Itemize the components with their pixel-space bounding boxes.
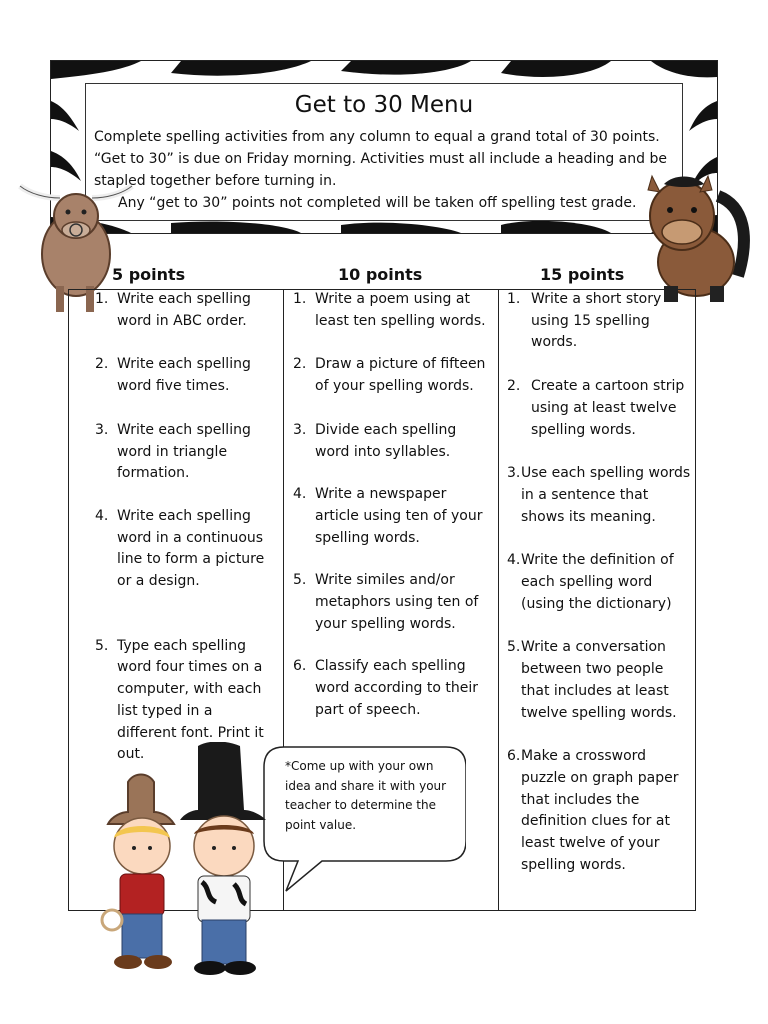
horse-illustration xyxy=(634,166,752,306)
list-item: 6. Classify each spelling word according to their part of speech. xyxy=(293,658,479,718)
list-item: 1. Write a short story using 15 spelling words. xyxy=(507,291,662,351)
instruction-line: Complete spelling activities from any column to equal a grand total of 30 points. xyxy=(94,129,660,145)
list-item: 5. Write similes and/or metaphors using ten of your spelling words. xyxy=(293,572,479,632)
instruction-line: Any “get to 30” points not completed will be taken off spelling test grade. xyxy=(118,195,637,211)
column-heading: 15 points xyxy=(540,265,625,284)
list-item: 5. Type each spelling word four times on a computer, with each list typed in a different font. Print it out. xyxy=(95,637,264,763)
list-item: 3. Divide each spelling word into syllables. xyxy=(293,421,457,460)
activity-list-5-points xyxy=(95,289,275,766)
list-item: 1. Write each spelling word in ABC order. xyxy=(95,291,251,329)
page-title: Get to 30 Menu xyxy=(294,92,474,118)
list-item: 3. Write each spelling word in triangle formation. xyxy=(95,421,251,482)
activity-list-10-points xyxy=(293,289,493,722)
list-item: 5. Write a conversation between two people that includes at least twelve spelling words. xyxy=(507,639,677,721)
column-heading: 10 points xyxy=(338,265,423,284)
instruction-line: “Get to 30” is due on Friday morning. Activities must all include a heading and be stapled together before turning in. xyxy=(94,151,667,189)
list-item: 4. Write a newspaper article using ten of your spelling words. xyxy=(293,486,483,546)
list-item: 2. Create a cartoon strip using at least twelve spelling words. xyxy=(507,378,685,438)
zebra-banner xyxy=(50,60,718,234)
list-item: 3. Use each spelling words in a sentence that shows its meaning. xyxy=(507,465,691,525)
list-item: 2. Write each spelling word five times. xyxy=(95,356,251,395)
column-divider xyxy=(498,290,499,910)
list-item: 4. Write each spelling word in a continuous line to form a picture or a design. xyxy=(95,507,265,590)
list-item: 4. Write the definition of each spelling word (using the dictionary) xyxy=(507,552,674,612)
list-item: 6. Make a crossword puzzle on graph paper that includes the definition clues for at least twelve of your spelling words. xyxy=(507,748,679,873)
cowboy-kids-illustration xyxy=(98,742,274,982)
activity-list-15-points xyxy=(507,289,692,876)
bubble-text: *Come up with your own idea and share it with your teacher to determine the point value. xyxy=(285,759,447,832)
header-box xyxy=(85,83,683,221)
column-heading: 5 points xyxy=(112,265,186,284)
instructions xyxy=(94,126,684,214)
list-item: 2. Draw a picture of fifteen of your spelling words. xyxy=(293,356,486,395)
list-item: 1. Write a poem using at least ten spelling words. xyxy=(293,291,486,329)
